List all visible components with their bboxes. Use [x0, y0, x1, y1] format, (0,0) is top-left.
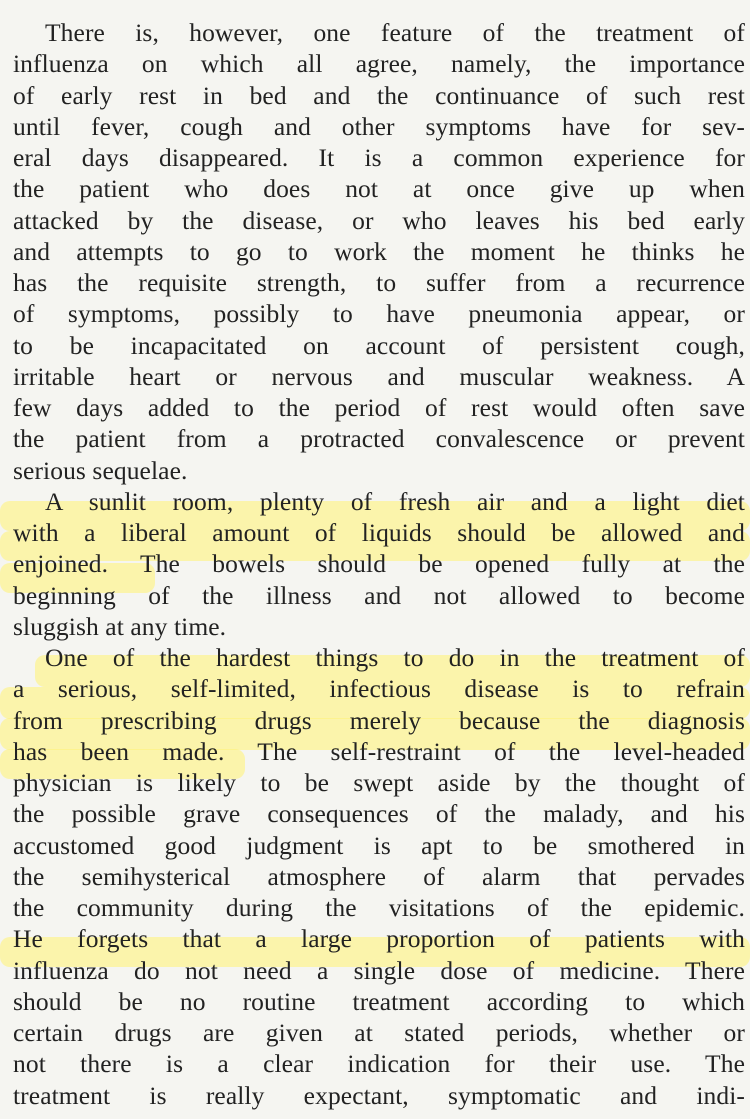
text-line: sluggish at any time. — [13, 612, 227, 641]
text-line: the patient who does not at once give up when — [13, 174, 745, 203]
text-line: One of the hardest things to do in the treatment of — [45, 643, 745, 672]
text-line: treatment is really expectant, symptomatic and indi- — [13, 1081, 745, 1110]
text-line: irritable heart or nervous and muscular weakness. A — [13, 362, 745, 391]
text-line: There is, however, one feature of the treatment of — [45, 18, 745, 47]
text-line: accustomed good judgment is apt to be smothered in — [13, 831, 745, 860]
text-line: beginning of the illness and not allowed to become — [13, 581, 745, 610]
text-line: He forgets that a large proportion of patients with — [13, 924, 745, 953]
text-line: enjoined. The bowels should be opened fully at the — [13, 549, 745, 578]
text-line: of early rest in bed and the continuance of such rest — [13, 81, 745, 110]
text-line: attacked by the disease, or who leaves his bed early — [13, 206, 745, 235]
text-line: not there is a clear indication for their use. The — [13, 1049, 745, 1078]
text-line: to be incapacitated on account of persistent cough, — [13, 331, 745, 360]
text-line: until fever, cough and other symptoms have for sev- — [13, 112, 745, 141]
text-line: A sunlit room, plenty of fresh air and a light diet — [45, 487, 745, 516]
text-line: influenza do not need a single dose of medicine. There — [13, 956, 745, 985]
text-line: a serious, self-limited, infectious disease is to refrain — [13, 674, 745, 703]
text-line: should be no routine treatment according to which — [13, 987, 745, 1016]
text-line: few days added to the period of rest would often save — [13, 393, 745, 422]
text-line: serious sequelae. — [13, 456, 188, 485]
text-line: with a liberal amount of liquids should be allowed and — [13, 518, 745, 547]
text-line: physician is likely to be swept aside by the thought of — [13, 768, 745, 797]
text-line: has been made. The self-restraint of the level-headed — [13, 737, 745, 766]
text-line: the patient from a protracted convalescence or prevent — [13, 424, 745, 453]
text-line: influenza on which all agree, namely, the importance — [13, 49, 745, 78]
text-line: and attempts to go to work the moment he thinks he — [13, 237, 745, 266]
text-line: the semihysterical atmosphere of alarm that pervades — [13, 862, 745, 891]
text-line: has the requisite strength, to suffer from a recurrence — [13, 268, 745, 297]
text-line: from prescribing drugs merely because the diagnosis — [13, 706, 745, 735]
text-line: the community during the visitations of the epidemic. — [13, 893, 745, 922]
text-line: the possible grave consequences of the malady, and his — [13, 799, 745, 828]
text-line: eral days disappeared. It is a common experience for — [13, 143, 745, 172]
text-line: of symptoms, possibly to have pneumonia appear, or — [13, 299, 745, 328]
text-line: certain drugs are given at stated periods, whether or — [13, 1018, 745, 1047]
